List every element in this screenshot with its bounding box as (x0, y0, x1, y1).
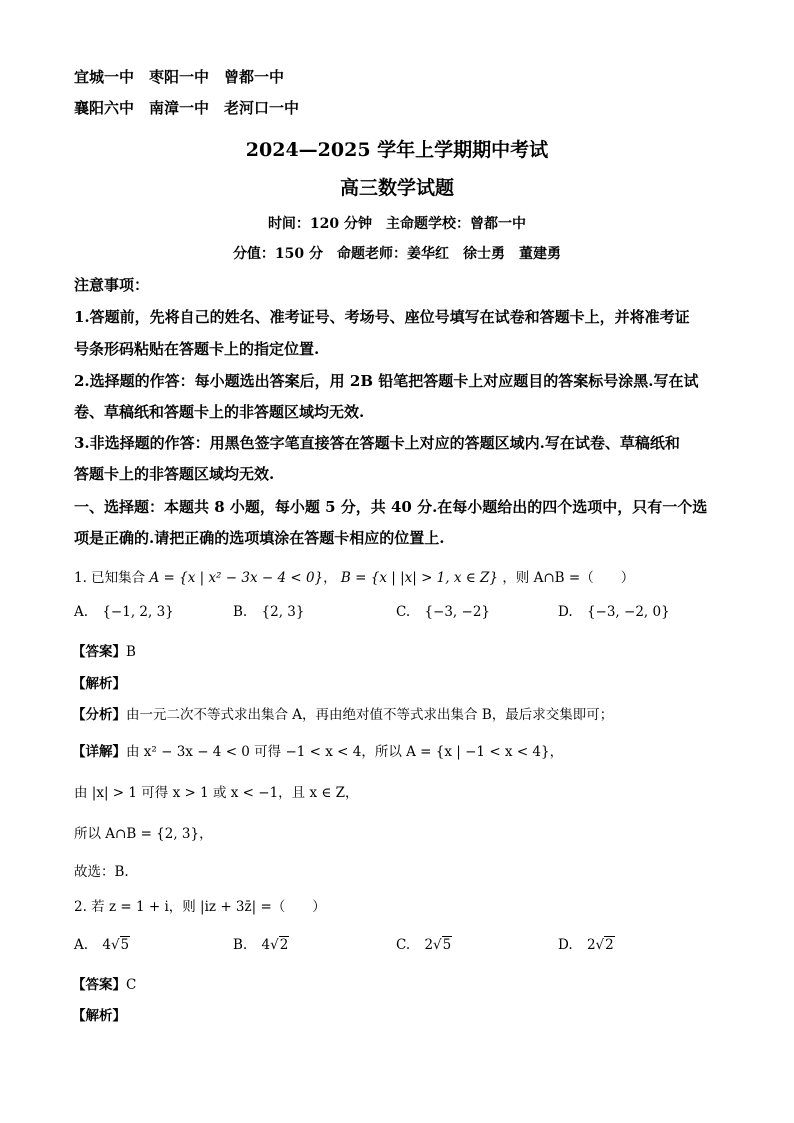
set-a: A = {x | x² − 3x − 4 < 0} (149, 570, 324, 586)
notice-line: 卷、草稿纸和答题卡上的非答题区域均无效. (74, 403, 365, 421)
question-1-prefix: 1. 已知集合 (74, 570, 146, 586)
question-1-step-3: 所以 A∩B = {2, 3}， (74, 826, 213, 842)
notice-line: 答题卡上的非答题区域均无效. (74, 465, 275, 483)
notice-line: 1.答题前，先将自己的姓名、准考证号、考场号、座位号填写在试卷和答题卡上，并将准考证 (74, 308, 690, 326)
schools-line-2: 襄阳六中 南漳一中 老河口一中 (74, 99, 300, 117)
notice-line: 2.选择题的作答：每小题选出答案后，用 2B 铅笔把答题卡上对应题目的答案标号涂黑.写在试 (74, 372, 699, 390)
question-1-conclusion: 故选：B. (74, 864, 129, 880)
option-c: C. 2√5 (396, 937, 452, 953)
option-a: A. {−1, 2, 3} (74, 604, 174, 620)
option-a: A. 4√5 (74, 937, 130, 953)
option-b: B. {2, 3} (233, 604, 305, 620)
notice-line: 号条形码粘贴在答题卡上的指定位置. (74, 340, 320, 358)
option-d: D. {−3, −2, 0} (558, 604, 670, 620)
question-2-analysis-tag: 【解析】 (72, 1008, 126, 1024)
question-1-xiangjie: 【详解】由 x² − 3x − 4 < 0 可得 −1 < x < 4，所以 A = {x | −1 < x < 4}， (72, 744, 564, 760)
question-1-stem: 1. 已知集合 A = {x | x² − 3x − 4 < 0}， B = {x | |x| > 1, x ∈ Z} ，则 A∩B =（ ） (74, 570, 635, 586)
schools-line-1: 宜城一中 枣阳一中 曾都一中 (74, 68, 285, 86)
section-heading-line-2: 项是正确的.请把正确的选项填涂在答题卡相应的位置上. (74, 529, 445, 547)
notice-line: 3.非选择题的作答：用黑色签字笔直接答在答题卡上对应的答题区域内.写在试卷、草稿纸和 (74, 434, 680, 452)
exam-info-line-1: 时间：120 分钟 主命题学校：曾都一中 (267, 216, 527, 232)
set-b: B = {x | |x| > 1, x ∈ Z} (340, 570, 499, 586)
option-d: D. 2√2 (558, 937, 614, 953)
question-1-answer: 【答案】B (72, 644, 136, 660)
question-1-analysis-tag: 【解析】 (72, 676, 126, 692)
subject-title: 高三数学试题 (339, 177, 454, 199)
question-1-fenxi: 【分析】由一元二次不等式求出集合 A，再由绝对值不等式求出集合 B，最后求交集即可； (72, 707, 614, 723)
question-2-answer: 【答案】C (72, 977, 137, 993)
exam-title: 2024—2025 学年上学期期中考试 (245, 139, 549, 161)
question-2-stem: 2. 若 z = 1 + i，则 |iz + 3z̄| =（ ） (74, 899, 326, 915)
notice-heading: 注意事项： (74, 276, 150, 294)
question-1-ask: ，则 A∩B =（ ） (502, 570, 635, 586)
exam-info-line-2: 分值：150 分 命题老师：姜华红 徐士勇 董建勇 (232, 246, 562, 262)
option-c: C. {−3, −2} (396, 604, 490, 620)
section-heading-line-1: 一、选择题：本题共 8 小题，每小题 5 分，共 40 分.在每小题给出的四个选项中，只有一个选 (74, 498, 708, 516)
option-b: B. 4√2 (233, 937, 289, 953)
question-1-step-2: 由 |x| > 1 可得 x > 1 或 x < −1，且 x ∈ Z， (74, 785, 359, 801)
